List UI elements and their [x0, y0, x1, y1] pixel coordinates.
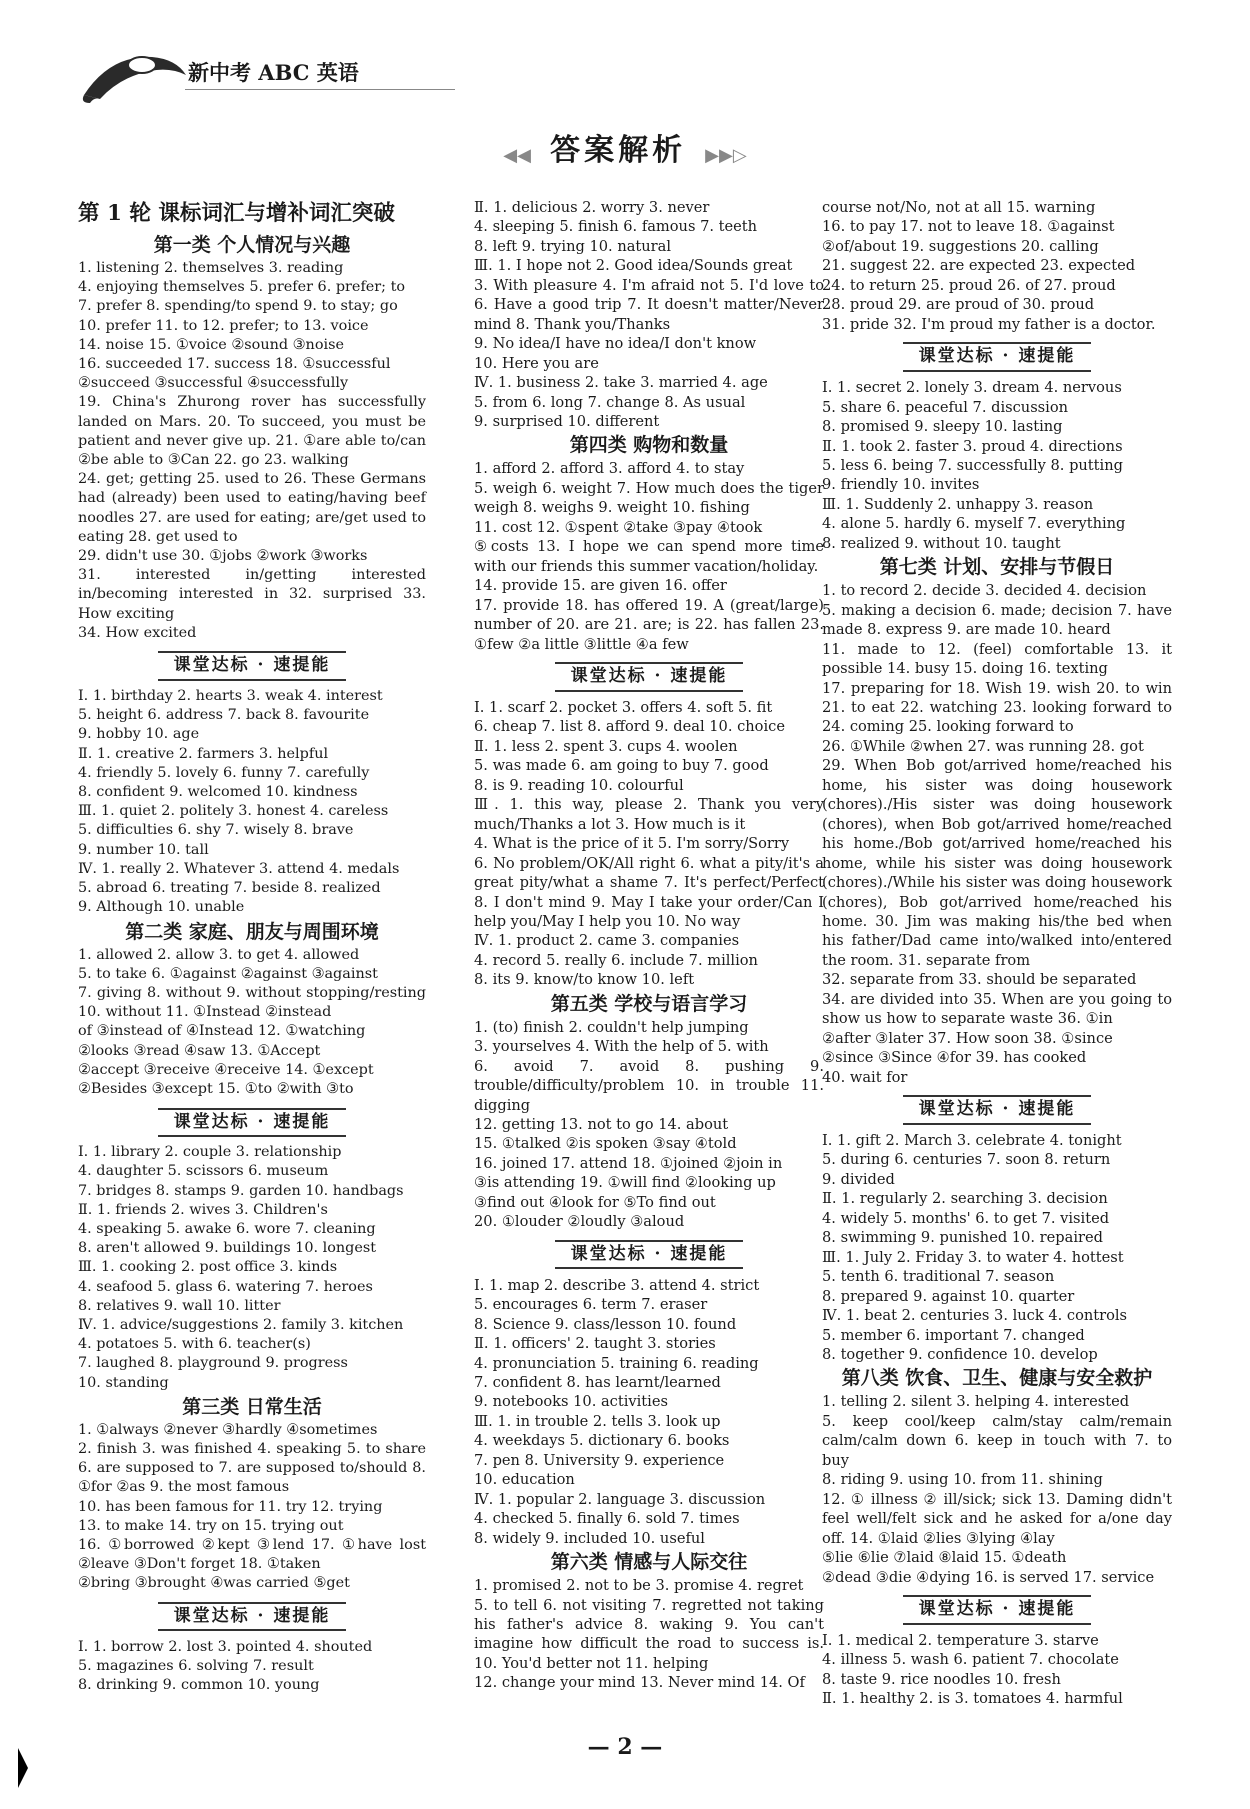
answer-line: 3. yourselves 4. With the help of 5. with	[474, 1038, 769, 1056]
answer-line: 1. listening 2. themselves 3. reading	[78, 260, 344, 276]
answer-line: 1. afford 2. afford 3. afford 4. to stay	[474, 460, 745, 478]
page-title: 答案解析	[550, 133, 687, 168]
answer-line: 40. wait for	[822, 1068, 908, 1086]
practice-banner-label: 课堂达标 · 速提能	[158, 651, 347, 680]
page-number: — 2 —	[587, 1734, 663, 1760]
answer-line: 5. abroad 6. treating 7. beside 8. realized	[78, 880, 381, 897]
answer-line: 8. taste 9. rice noodles 10. fresh	[822, 1670, 1061, 1688]
answer-line: 7. giving 8. without 9. without stopping/resting 10. without 11. ①Instead ②instead	[78, 984, 426, 1021]
answer-block	[822, 1631, 1172, 1709]
header-rule	[185, 89, 455, 90]
answer-line: 8. is 9. reading 10. colourful	[474, 776, 684, 794]
answer-line: 4. checked 5. finally 6. sold 7. times	[474, 1510, 740, 1528]
answer-line: 5. encourages 6. term 7. eraser	[474, 1296, 708, 1314]
answer-line: 7. bridges 8. stamps 9. garden 10. handbags	[78, 1182, 404, 1199]
answer-line: 10. education	[474, 1471, 575, 1489]
answer-line: Ⅳ. 1. advice/suggestions 2. family 3. kitchen	[78, 1316, 404, 1333]
answer-line: 29. didn't use 30. ①jobs ②work ③works	[78, 548, 368, 565]
answer-line: 7. pen 8. University 9. experience	[474, 1451, 725, 1469]
answer-line: 10. Here you are	[474, 354, 599, 372]
answer-line: 8. widely 9. included 10. useful	[474, 1529, 705, 1547]
answer-line: course not/No, not at all 15. warning	[822, 199, 1096, 216]
practice-banner	[78, 649, 426, 683]
answer-line: 31. interested in/getting interested in/becoming interested in 32. surprised 33. How exciting	[78, 567, 426, 622]
answer-line: ②dead ③die ④dying 16. is served 17. service	[822, 1568, 1155, 1586]
answer-line: Ⅱ. 1. regularly 2. searching 3. decision	[822, 1190, 1108, 1208]
title-bar	[0, 125, 1250, 169]
answer-line: 26. ①While ②when 27. was running 28. got	[822, 737, 1144, 755]
answer-line: Ⅳ. 1. really 2. Whatever 3. attend 4. medals	[78, 860, 400, 877]
answer-line: ②Besides ③except 15. ①to ②with ③to	[78, 1080, 354, 1097]
practice-banner	[822, 1093, 1172, 1127]
answer-line: 24. to return 25. proud 26. of 27. proud	[822, 276, 1116, 294]
answer-line: Ⅱ. 1. healthy 2. is 3. tomatoes 4. harmful	[822, 1690, 1123, 1708]
answer-line: 10. standing	[78, 1374, 169, 1391]
answer-line: 9. Although 10. unable	[78, 899, 245, 916]
answer-line: Ⅳ. 1. popular 2. language 3. discussion	[474, 1490, 766, 1508]
answer-line: Ⅰ. 1. map 2. describe 3. attend 4. strict	[474, 1276, 760, 1294]
answer-line: Ⅲ. 1. Suddenly 2. unhappy 3. reason	[822, 495, 1094, 513]
answer-line: 8. riding 9. using 10. from 11. shining	[822, 1471, 1103, 1489]
answer-block	[474, 459, 824, 654]
practice-banner	[78, 1105, 426, 1139]
answer-line: 6. avoid 7. avoid 8. pushing 9. trouble/difficulty/problem 10. in trouble 11. digging	[474, 1057, 824, 1114]
answer-line: 8. its 9. know/to know 10. left	[474, 971, 695, 989]
answer-line: Ⅱ. 1. delicious 2. worry 3. never	[474, 199, 710, 216]
answer-line: 34. are divided into 35. When are you going to show us how to separate waste 36. ①in	[822, 990, 1172, 1028]
answer-line: ②succeed ③successful ④successfully	[78, 375, 349, 392]
answer-line: 13. to make 14. try on 15. trying out	[78, 1517, 344, 1534]
practice-banner-label: 课堂达标 · 速提能	[158, 1602, 347, 1631]
answer-line: 11. cost 12. ①spent ②take ③pay ④took	[474, 518, 763, 536]
answer-line: 5. keep cool/keep calm/stay calm/remain calm/calm down 6. keep in touch with 7. to buy	[822, 1412, 1172, 1469]
category-heading: 第一类 个人情况与兴趣	[153, 234, 351, 256]
answer-line: 20. ①louder ②loudly ③aloud	[474, 1213, 685, 1231]
answer-line: 1. allowed 2. allow 3. to get 4. allowed	[78, 946, 360, 963]
answer-line: 8. together 9. confidence 10. develop	[822, 1346, 1098, 1364]
practice-banner-label: 课堂达标 · 速提能	[903, 342, 1092, 371]
practice-banner-label: 课堂达标 · 速提能	[158, 1108, 347, 1137]
answer-block	[822, 378, 1172, 553]
answer-line: 4. alone 5. hardly 6. myself 7. everything	[822, 515, 1126, 533]
answer-line: Ⅱ. 1. took 2. faster 3. proud 4. directions	[822, 437, 1123, 455]
practice-banner	[474, 660, 824, 694]
answer-line: 17. preparing for 18. Wish 19. wish 20. to win 21. to eat 22. watching 23. looking forward to 24. coming 25. looking forward to	[822, 679, 1172, 736]
answer-line: 8. promised 9. sleepy 10. lasting	[822, 418, 1063, 436]
answer-line: Ⅱ. 1. creative 2. farmers 3. helpful	[78, 745, 329, 762]
answer-line: 1. (to) finish 2. couldn't help jumping	[474, 1018, 749, 1036]
answer-line: 9. divided	[822, 1170, 895, 1188]
answer-line: 5. tenth 6. traditional 7. season	[822, 1268, 1055, 1286]
page-header	[80, 45, 500, 105]
lesson-heading: 第 1 轮 课标词汇与增补词汇突破	[78, 201, 395, 226]
answer-line: 5. during 6. centuries 7. soon 8. return	[822, 1151, 1111, 1169]
answer-line: ②looks ③read ④saw 13. ①Accept	[78, 1042, 321, 1059]
answer-block	[822, 581, 1172, 1087]
answer-line: 31. pride 32. I'm proud my father is a doctor.	[822, 315, 1156, 333]
answer-line: 7. laughed 8. playground 9. progress	[78, 1355, 348, 1372]
answer-line: 5. to take 6. ①against ②against ③against	[78, 965, 378, 982]
answer-line: 9. No idea/I have no idea/I don't know	[474, 335, 757, 353]
answer-line: Ⅱ. 1. friends 2. wives 3. Children's	[78, 1201, 328, 1218]
answer-line: ②since ③Since ④for 39. has cooked	[822, 1049, 1087, 1067]
answer-line: Ⅲ. 1. quiet 2. politely 3. honest 4. careless	[78, 803, 389, 820]
practice-banner	[822, 1593, 1172, 1627]
answer-line: 29. When Bob got/arrived home/reached his home, his sister was doing housework (chores)./His sister was doing housework (chores), when Bob got/arrived home/reached his home./Bob got/arrived home/reached his home, while his sister was doing housework (chores)./While his sister was doing housework (chores), Bob got/arrived home/reached his home. 30. Jim was making his/the bed when his father/Dad came into/walked into/entered the room. 31. separate from	[822, 757, 1172, 969]
answer-line: 14. noise 15. ①voice ②sound ③noise	[78, 336, 344, 353]
category-heading: 第五类 学校与语言学习	[550, 992, 748, 1015]
answer-line: 5. difficulties 6. shy 7. wisely 8. brave	[78, 822, 354, 839]
answer-line: 5. from 6. long 7. change 8. As usual	[474, 393, 746, 411]
answer-line: 1. promised 2. not to be 3. promise 4. regret	[474, 1577, 804, 1595]
answer-line: ②of/about 19. suggestions 20. calling	[822, 237, 1099, 255]
answer-line: Ⅱ. 1. less 2. spent 3. cups 4. woolen	[474, 737, 738, 755]
answer-line: 1. ①always ②never ③hardly ④sometimes	[78, 1421, 378, 1438]
answer-line: 28. proud 29. are proud of 30. proud	[822, 296, 1095, 314]
answer-line: 2. finish 3. was finished 4. speaking 5. to share 6. are supposed to 7. are supposed to/should 8. ①for ②as 9. the most famous	[78, 1440, 426, 1496]
practice-banner-label: 课堂达标 · 速提能	[903, 1595, 1092, 1624]
answer-line: 6. cheap 7. list 8. afford 9. deal 10. choice	[474, 718, 785, 736]
answer-line: 10. has been famous for 11. try 12. trying	[78, 1498, 383, 1515]
answer-line: Ⅰ. 1. secret 2. lonely 3. dream 4. nervous	[822, 379, 1122, 397]
answer-line: Ⅲ. 1. this way, please 2. Thank you very much/Thanks a lot 3. How much is it	[474, 796, 824, 833]
left-arrows-icon: ◀◀	[503, 145, 531, 166]
answer-line: 14. provide 15. are given 16. offer	[474, 577, 727, 595]
answer-line: Ⅰ. 1. scarf 2. pocket 3. offers 4. soft 5. fit	[474, 698, 773, 716]
answer-line: ⑤costs 13. I hope we can spend more time with our friends this summer vacation/holiday.	[474, 538, 824, 575]
answer-line: 19. China's Zhurong rover has successfully landed on Mars. 20. To succeed, you must be patient and never give up. 21. ①are able to/can ②be able to ③Can 22. go 23. walking	[78, 394, 426, 469]
answer-column-3	[822, 198, 1172, 1709]
answer-line: 4. pronunciation 5. training 6. reading	[474, 1354, 759, 1372]
answer-line: 21. suggest 22. are expected 23. expected	[822, 257, 1136, 275]
answer-line: Ⅰ. 1. borrow 2. lost 3. pointed 4. shouted	[78, 1638, 373, 1655]
answer-line: 9. surprised 10. different	[474, 412, 660, 430]
answer-line: of ③instead of ④Instead 12. ①watching	[78, 1023, 366, 1040]
answer-line: 9. friendly 10. invites	[822, 476, 980, 494]
answer-line: Ⅰ. 1. gift 2. March 3. celebrate 4. tonight	[822, 1132, 1122, 1150]
answer-line: Ⅲ. 1. cooking 2. post office 3. kinds	[78, 1259, 338, 1276]
answer-block	[474, 1018, 824, 1232]
answer-line: 8. Science 9. class/lesson 10. found	[474, 1315, 737, 1333]
answer-line: Ⅲ. 1. July 2. Friday 3. to water 4. hottest	[822, 1248, 1124, 1266]
answer-line: 8. aren't allowed 9. buildings 10. longest	[78, 1240, 377, 1257]
practice-banner-label: 课堂达标 · 速提能	[555, 1240, 744, 1269]
answer-line: 1. to record 2. decide 3. decided 4. decision	[822, 582, 1147, 600]
answer-block	[822, 1392, 1172, 1587]
answer-column-2	[474, 198, 824, 1693]
answer-line: 5. making a decision 6. made; decision 7. have made 8. express 9. are made 10. heard	[822, 601, 1172, 639]
answer-line: 3. With pleasure 4. I'm afraid not 5. I'd love to 6. Have a good trip 7. It doesn't matter/Never mind 8. Thank you/Thanks	[474, 276, 824, 333]
answer-line: 5. to tell 6. not visiting 7. regretted not taking his father's advice 8. waking 9. You can't imagine how difficult the road to success is. 10. You'd better not 11. helping	[474, 1596, 824, 1672]
answer-line: 4. friendly 5. lovely 6. funny 7. carefully	[78, 764, 370, 781]
answer-line: 4. daughter 5. scissors 6. museum	[78, 1163, 329, 1180]
answer-line: Ⅱ. 1. officers' 2. taught 3. stories	[474, 1335, 716, 1353]
answer-line: 5. less 6. being 7. successfully 8. putting	[822, 456, 1123, 474]
answer-line: 4. speaking 5. awake 6. wore 7. cleaning	[78, 1220, 376, 1237]
answer-line: 4. illness 5. wash 6. patient 7. chocolate	[822, 1651, 1119, 1669]
answer-line: 8. swimming 9. punished 10. repaired	[822, 1229, 1103, 1247]
answer-line: 8. relatives 9. wall 10. litter	[78, 1297, 281, 1314]
answer-line: 4. seafood 5. glass 6. watering 7. heroes	[78, 1278, 373, 1295]
answer-line: 7. confident 8. has learnt/learned	[474, 1374, 721, 1392]
answer-line: Ⅰ. 1. birthday 2. hearts 3. weak 4. interest	[78, 688, 383, 705]
answer-block	[474, 198, 824, 431]
answer-line: 12. getting 13. not to go 14. about	[474, 1116, 729, 1134]
answer-line: 5. magazines 6. solving 7. result	[78, 1657, 314, 1674]
category-heading: 第三类 日常生活	[182, 1395, 322, 1418]
answer-line: ③is attending 19. ①will find ②looking up	[474, 1174, 776, 1192]
practice-banner-label: 课堂达标 · 速提能	[903, 1095, 1092, 1124]
answer-line: Ⅳ. 1. product 2. came 3. companies	[474, 932, 740, 950]
answer-block	[822, 198, 1172, 334]
answer-line: 10. prefer 11. to 12. prefer; to 13. voice	[78, 317, 369, 334]
answer-line: ⑤lie ⑥lie ⑦laid ⑧laid 15. ①death	[822, 1549, 1067, 1567]
answer-line: ②bring ③brought ④was carried ⑤get	[78, 1575, 350, 1592]
answer-line: 16. to pay 17. not to leave 18. ①against	[822, 218, 1115, 236]
practice-banner	[474, 1238, 824, 1272]
answer-block	[474, 698, 824, 990]
answer-block	[78, 259, 426, 643]
practice-banner-label: 课堂达标 · 速提能	[555, 662, 744, 691]
answer-line: Ⅳ. 1. business 2. take 3. married 4. age	[474, 374, 768, 392]
category-heading: 第六类 情感与人际交往	[550, 1551, 748, 1574]
answer-line: 8. realized 9. without 10. taught	[822, 534, 1061, 552]
answer-line: 5. was made 6. am going to buy 7. good	[474, 757, 769, 775]
answer-line: 4. record 5. really 6. include 7. million	[474, 951, 758, 969]
answer-line: 4. sleeping 5. finish 6. famous 7. teeth	[474, 218, 758, 236]
answer-line: 12. ① illness ② ill/sick; sick 13. Daming didn't feel well/felt sick and he asked for a/one day off. 14. ①laid ②lies ③lying ④lay	[822, 1490, 1172, 1547]
answer-line: Ⅲ. 1. in trouble 2. tells 3. look up	[474, 1412, 721, 1430]
answer-block	[78, 687, 426, 917]
answer-line: 4. enjoying themselves 5. prefer 6. prefer; to	[78, 279, 406, 296]
category-heading: 第七类 计划、安排与节假日	[879, 556, 1115, 579]
answer-line: 5. share 6. peaceful 7. discussion	[822, 398, 1069, 416]
answer-line: 5. weigh 6. weight 7. How much does the tiger weigh 8. weighs 9. weight 10. fishing	[474, 479, 824, 517]
answer-line: 4. widely 5. months' 6. to get 7. visited	[822, 1209, 1110, 1227]
answer-block	[78, 946, 426, 1100]
answer-line: 8. confident 9. welcomed 10. kindness	[78, 784, 358, 801]
answer-line: 15. ①talked ②is spoken ③say ④told	[474, 1135, 737, 1153]
answer-line: ②accept ③receive ④receive 14. ①except	[78, 1061, 374, 1078]
answer-line: 5. member 6. important 7. changed	[822, 1326, 1085, 1344]
answer-line: 12. change your mind 13. Never mind 14. Of	[474, 1674, 805, 1692]
answer-line: 34. How excited	[78, 624, 197, 641]
answer-line: Ⅲ. 1. I hope not 2. Good idea/Sounds great	[474, 257, 793, 275]
answer-line: 4. weekdays 5. dictionary 6. books	[474, 1432, 730, 1450]
answer-line: ③find out ④look for ⑤To find out	[474, 1193, 716, 1211]
answer-block	[822, 1131, 1172, 1364]
category-heading: 第八类 饮食、卫生、健康与安全救护	[841, 1367, 1153, 1390]
answer-line: 9. notebooks 10. activities	[474, 1393, 668, 1411]
answer-line: 8. drinking 9. common 10. young	[78, 1677, 320, 1693]
answer-line: 9. hobby 10. age	[78, 726, 200, 743]
answer-line: 11. made to 12. (feel) comfortable 13. it possible 14. busy 15. doing 16. texting	[822, 640, 1172, 678]
answer-block	[78, 1638, 426, 1696]
practice-banner	[78, 1600, 426, 1634]
right-arrows-icon: ▶▶▷	[705, 145, 747, 166]
answer-line: 4. What is the price of it 5. I'm sorry/Sorry	[474, 835, 790, 853]
answer-line: 8. prepared 9. against 10. quarter	[822, 1287, 1075, 1305]
book-brand: 新中考 ABC 英语	[188, 60, 359, 85]
answer-line: 32. separate from 33. should be separated	[822, 971, 1137, 989]
answer-line: 16. joined 17. attend 18. ①joined ②join in	[474, 1154, 783, 1172]
answer-line: Ⅳ. 1. beat 2. centuries 3. luck 4. controls	[822, 1307, 1128, 1325]
answer-line: 24. get; getting 25. used to 26. These Germans had (already) been used to eating/having beef noodles 27. are used for eating; are/get used to eating 28. get used to	[78, 471, 426, 545]
answer-line: 5. height 6. address 7. back 8. favourite	[78, 707, 370, 724]
answer-line: 16. succeeded 17. success 18. ①successful	[78, 356, 391, 373]
answer-line: ②after ③later 37. How soon 38. ①since	[822, 1029, 1113, 1047]
answer-line: 7. prefer 8. spending/to spend 9. to stay; go	[78, 298, 398, 315]
answer-block	[474, 1276, 824, 1548]
answer-line: 6. No problem/OK/All right 6. what a pity/it's a great pity/what a shame 7. It's perfect/Perfect 8. I don't mind 9. May I take your order/Can I help you/May I help you 10. No way	[474, 854, 824, 930]
answer-line: Ⅰ. 1. medical 2. temperature 3. starve	[822, 1632, 1099, 1649]
answer-block	[474, 1576, 824, 1693]
answer-line: 9. number 10. tall	[78, 841, 209, 858]
practice-banner	[822, 340, 1172, 374]
answer-line: 4. potatoes 5. with 6. teacher(s)	[78, 1336, 311, 1353]
answer-block	[78, 1421, 426, 1594]
answer-block	[78, 1143, 426, 1393]
answer-column-1	[78, 198, 426, 1695]
category-heading: 第二类 家庭、朋友与周围环境	[125, 920, 379, 943]
category-heading: 第四类 购物和数量	[569, 434, 729, 457]
answer-line: 17. provide 18. has offered 19. A (great/large) number of 20. are 21. are; is 22. has fallen 23. ①few ②a little ③little ④a few	[474, 596, 824, 653]
answer-line: Ⅰ. 1. library 2. couple 3. relationship	[78, 1144, 342, 1161]
answer-line: 8. left 9. trying 10. natural	[474, 237, 672, 255]
answer-line: 1. telling 2. silent 3. helping 4. interested	[822, 1393, 1130, 1411]
answer-line: 16. ①borrowed ②kept ③lend 17. ①have lost ②leave ③Don't forget 18. ①taken	[78, 1536, 426, 1573]
fish-logo-icon	[80, 45, 190, 105]
